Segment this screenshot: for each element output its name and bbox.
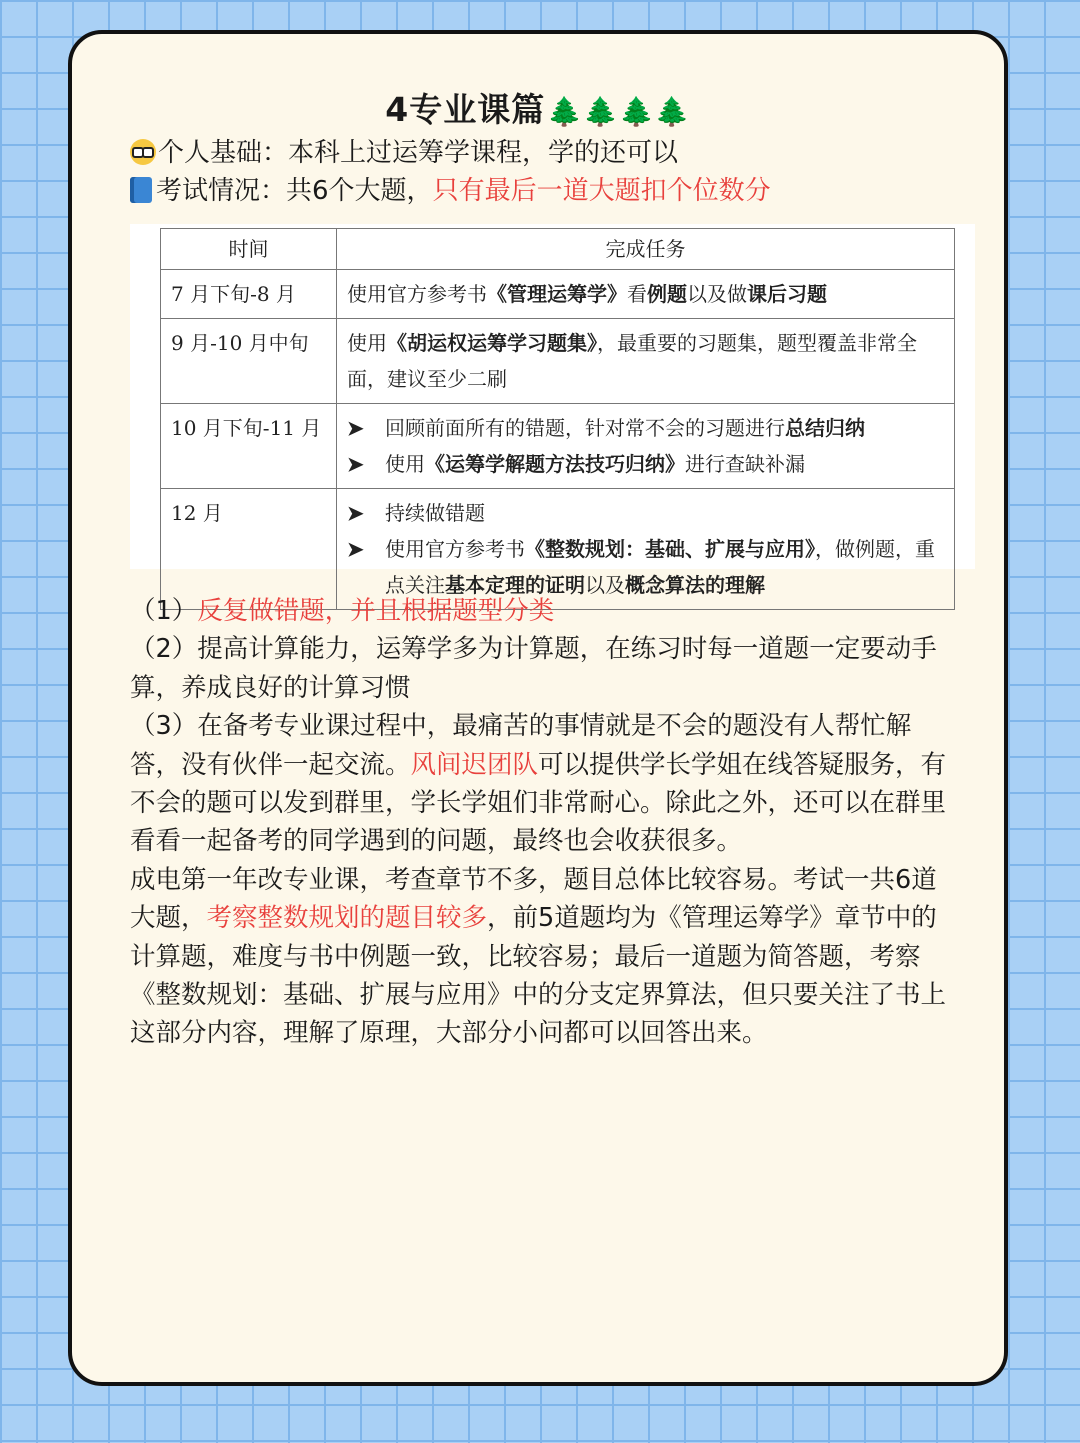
row-task: 使用官方参考书《管理运筹学》看例题以及做课后习题 xyxy=(337,270,955,319)
tip-3: （3）在备考专业课过程中，最痛苦的事情就是不会的题没有人帮忙解答，没有伙伴一起交流。风间迟团队可以提供学长学姐在线答疑服务，有不会的题可以发到群里，学长学姐们非常耐心。除此之外，还可以在群里看看一起备考的同学遇到的问题，最终也会收获很多。 xyxy=(130,711,947,857)
arrow-bullet-icon: ➤ xyxy=(347,501,364,525)
arrow-bullet-icon: ➤ xyxy=(347,537,364,561)
personal-basis-line xyxy=(130,132,678,169)
title-text: 4专业课篇 xyxy=(385,90,546,129)
arrow-bullet-icon: ➤ xyxy=(347,416,364,440)
row-time: 12 月 xyxy=(161,489,337,610)
basis-text: 本科上过运筹学课程，学的还可以 xyxy=(288,138,679,168)
book-icon xyxy=(130,177,152,203)
tip-2: （2）提高计算能力，运筹学多为计算题，在练习时每一道题一定要动手算，养成良好的计算习惯 xyxy=(130,634,937,703)
row-time: 10 月下旬-11 月 xyxy=(161,404,337,489)
header-task: 完成任务 xyxy=(337,229,955,270)
row-task: ➤ 回顾前面所有的错题，针对常不会的习题进行总结归纳 ➤ 使用《运筹学解题方法技巧归纳》进行查缺补漏 xyxy=(337,404,955,489)
row-time: 9 月-10 月中旬 xyxy=(161,319,337,404)
schedule-table xyxy=(160,228,955,610)
nerd-face-icon xyxy=(130,139,156,165)
schedule-table-image xyxy=(130,224,975,597)
table-row xyxy=(161,404,955,489)
row-task: ➤ 持续做错题 ➤ 使用官方参考书《整数规划：基础、扩展与应用》，做例题，重点关注基本定理的证明以及概念算法的理解 xyxy=(337,489,955,610)
basis-label: 个人基础： xyxy=(158,138,289,168)
summary-paragraph: 成电第一年改专业课，考查章节不多，题目总体比较容易。考试一共6道大题，考察整数规划的题目较多，前5道题均为《管理运筹学》章节中的计算题，难度与书中例题一致，比较容易；最后一道题为简答题，考察《整数规划：基础、扩展与应用》中的分支定界算法，但只要关注了书上这部分内容，理解了原理，大部分小问都可以回答出来。 xyxy=(130,864,947,1049)
table-row xyxy=(161,319,955,404)
tip-1: （1）反复做错题，并且根据题型分类 xyxy=(130,596,555,626)
page-title xyxy=(72,84,1004,131)
body-text xyxy=(130,592,960,1053)
exam-text: 共6个大题， xyxy=(286,176,433,206)
exam-line xyxy=(130,170,771,207)
row-time: 7 月下旬-8 月 xyxy=(161,270,337,319)
tree-icon: 🌲🌲🌲🌲 xyxy=(547,95,691,128)
table-row xyxy=(161,270,955,319)
arrow-bullet-icon: ➤ xyxy=(347,452,364,476)
row-task: 使用《胡运权运筹学习题集》，最重要的习题集，题型覆盖非常全面，建议至少二刷 xyxy=(337,319,955,404)
table-header-row xyxy=(161,229,955,270)
content-card xyxy=(68,30,1008,1386)
exam-label: 考试情况： xyxy=(156,176,287,206)
header-time: 时间 xyxy=(161,229,337,270)
exam-highlight: 只有最后一道大题扣个位数分 xyxy=(432,176,771,206)
